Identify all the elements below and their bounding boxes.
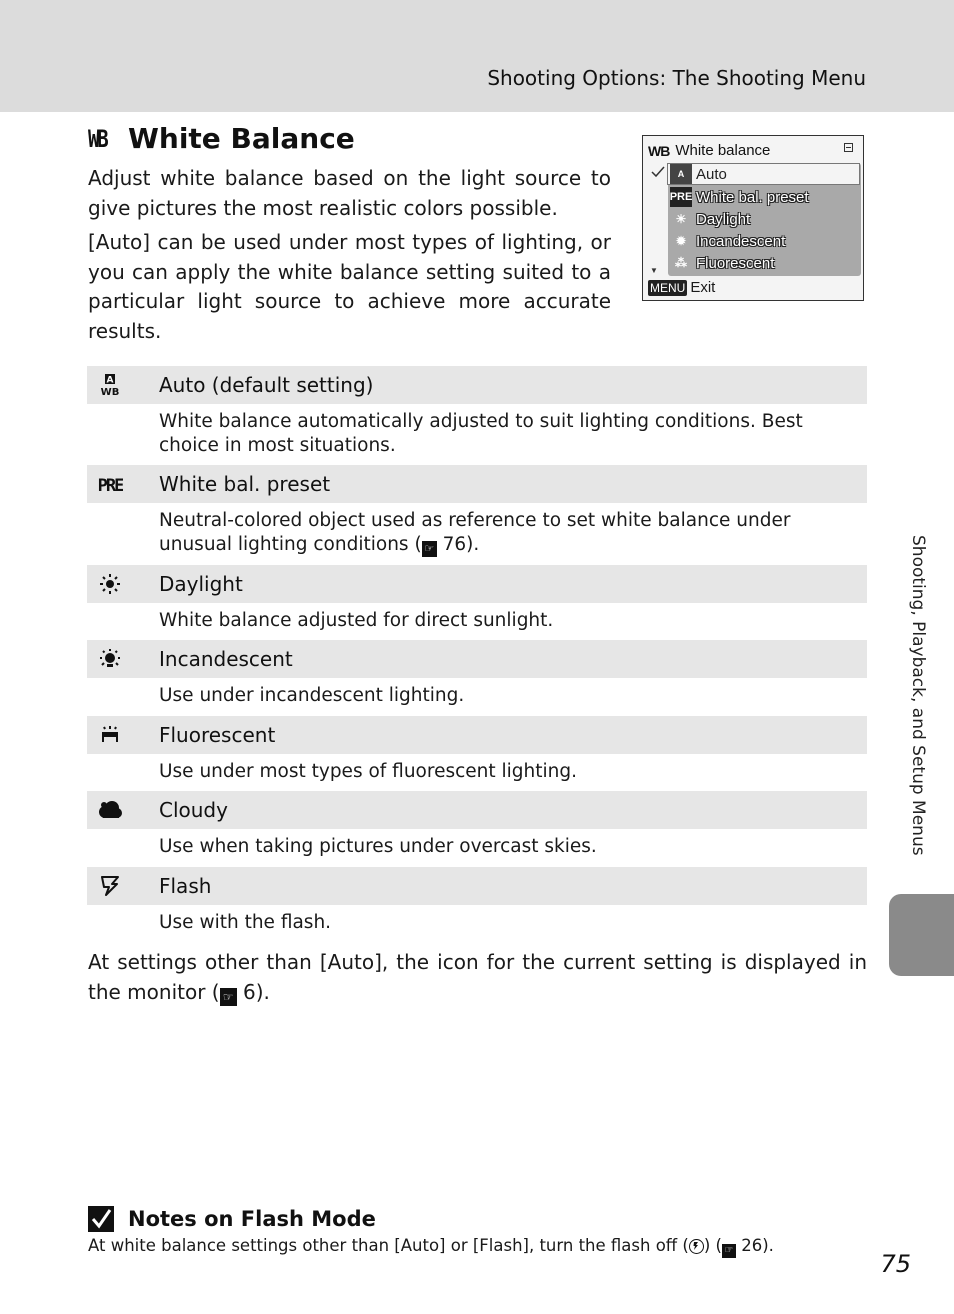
option-label: Auto (default setting) xyxy=(159,373,374,397)
fluorescent-icon: ⁂ xyxy=(675,256,687,270)
svg-text:A: A xyxy=(106,375,114,386)
option-row-preset xyxy=(87,465,867,503)
cloud-icon xyxy=(97,797,123,823)
auto-wb-icon xyxy=(97,372,123,398)
notes-body xyxy=(88,1236,774,1258)
option-row-flash xyxy=(87,867,867,905)
intro-text xyxy=(88,164,611,351)
sun-icon: ☀ xyxy=(675,212,687,226)
check-icon xyxy=(651,166,665,178)
flash-off-icon xyxy=(689,1239,704,1254)
camera-menu-title xyxy=(648,142,770,159)
page-reference-number: 26 xyxy=(741,1236,763,1255)
camera-menu-item-label: Incandescent xyxy=(696,232,786,250)
white-balance-icon: WB xyxy=(648,142,670,159)
preset-icon: PRE xyxy=(670,187,692,207)
fluorescent-icon xyxy=(97,722,123,748)
camera-menu-title-text: White balance xyxy=(675,142,771,159)
scroll-indicator-icon xyxy=(844,143,853,152)
option-label: Incandescent xyxy=(159,647,293,671)
option-label: Cloudy xyxy=(159,798,228,822)
preset-icon xyxy=(97,471,123,497)
option-label: White bal. preset xyxy=(159,472,331,496)
running-header: Shooting Options: The Shooting Menu xyxy=(487,66,866,90)
page-reference-icon: ☞ xyxy=(220,988,237,1006)
camera-menu-item-incandescent[interactable] xyxy=(668,230,861,252)
option-row-incandescent xyxy=(87,640,867,678)
option-description-text: ). xyxy=(466,533,480,555)
page-reference-number: 6 xyxy=(242,979,256,1004)
notes-text: ) ( xyxy=(703,1236,722,1255)
option-label: Fluorescent xyxy=(159,722,276,747)
camera-menu-item-auto[interactable] xyxy=(667,163,860,185)
camera-menu-screen xyxy=(642,135,864,301)
camera-menu-item-label: Auto xyxy=(696,165,727,183)
option-description xyxy=(87,503,867,565)
camera-menu-list xyxy=(668,163,861,276)
option-description: White balance adjusted for direct sunlight. xyxy=(159,609,554,631)
exit-label: Exit xyxy=(690,279,716,296)
intro-paragraph: [Auto] can be used under most types of lighting, or you can apply the white balance setting suited to a particular light source to achieve more accurate results. xyxy=(88,230,611,343)
chapter-side-label: Shooting, Playback, and Setup Menus xyxy=(908,535,928,856)
notes-text: At white balance settings other than [Auto] or [Flash], turn the flash off ( xyxy=(88,1236,689,1255)
page-number: 75 xyxy=(880,1250,911,1278)
white-balance-options-table xyxy=(87,366,867,942)
white-balance-icon: WB xyxy=(88,124,107,153)
option-label: Flash xyxy=(159,873,212,898)
option-row-daylight xyxy=(87,565,867,603)
notes-text: ). xyxy=(762,1236,774,1255)
option-row-fluorescent xyxy=(87,716,867,754)
chapter-tab xyxy=(889,894,954,976)
camera-menu-item-daylight[interactable] xyxy=(668,208,861,230)
camera-menu-footer xyxy=(648,279,715,296)
incandescent-icon xyxy=(97,646,123,672)
scroll-down-icon: ▼ xyxy=(650,266,658,275)
section-heading xyxy=(88,122,355,155)
closing-text: At settings other than [Auto], the icon for the current setting is displayed in the monitor ( xyxy=(88,950,867,1004)
note-check-icon xyxy=(88,1206,114,1232)
camera-menu-item-preset[interactable] xyxy=(668,186,861,208)
camera-menu-item-label: Fluorescent xyxy=(696,254,775,272)
option-label: Daylight xyxy=(159,571,243,596)
page-reference-icon: ☞ xyxy=(722,1244,736,1258)
camera-menu-item-label: White bal. preset xyxy=(696,188,809,206)
option-description: Use under most types of fluorescent lighting. xyxy=(159,760,577,782)
option-description-text: Neutral-colored object used as reference to set white balance under unusual lighting conditions ( xyxy=(159,510,791,555)
sun-icon xyxy=(97,571,123,597)
flash-icon xyxy=(97,873,123,899)
option-row-cloudy xyxy=(87,791,867,829)
option-row-auto xyxy=(87,366,867,404)
option-description: Use with the flash. xyxy=(159,911,332,933)
incandescent-icon: ✹ xyxy=(675,234,687,248)
option-description: Use when taking pictures under overcast skies. xyxy=(159,836,597,857)
camera-menu-item-fluorescent[interactable] xyxy=(668,252,861,274)
section-title: White Balance xyxy=(128,122,355,155)
intro-paragraph: Adjust white balance based on the light source to give pictures the most realistic colors possible. xyxy=(88,166,611,220)
menu-button-icon: MENU xyxy=(650,280,686,295)
auto-wb-icon: A xyxy=(670,164,692,184)
option-description: Use under incandescent lighting. xyxy=(159,685,465,706)
notes-title: Notes on Flash Mode xyxy=(128,1207,376,1231)
page-reference-icon: ☞ xyxy=(422,541,437,557)
option-description: White balance automatically adjusted to suit lighting conditions. Best choice in most situations. xyxy=(159,411,803,456)
svg-text:WB: WB xyxy=(100,387,120,397)
svg-text:PRE: PRE xyxy=(97,476,123,496)
closing-text: ). xyxy=(255,979,270,1004)
camera-menu-item-label: Daylight xyxy=(696,210,751,228)
closing-paragraph xyxy=(88,948,867,1007)
notes-heading xyxy=(88,1206,376,1232)
page-reference-number: 76 xyxy=(442,533,467,555)
header-band xyxy=(0,0,954,112)
